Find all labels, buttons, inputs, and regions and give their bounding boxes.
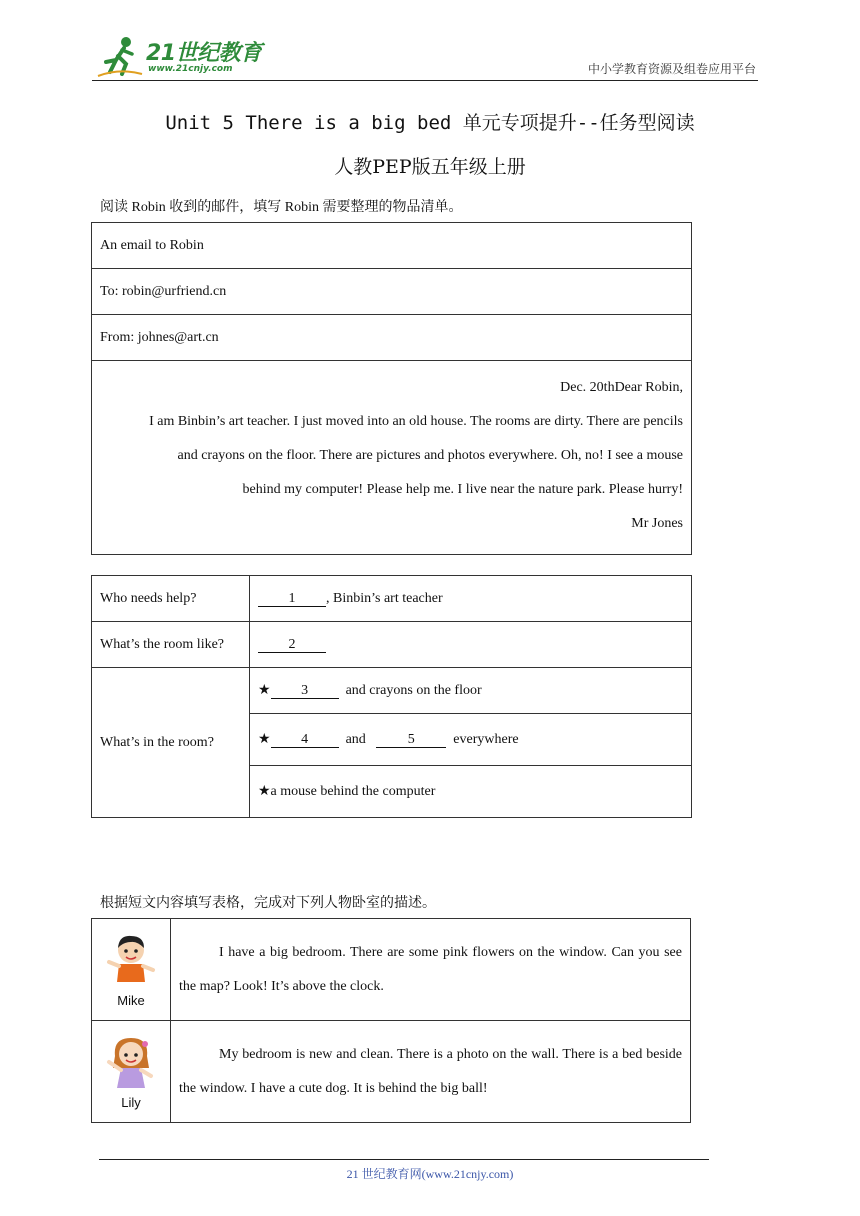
row3-text: and crayons on the floor [345, 683, 482, 698]
task-table [91, 575, 692, 818]
mike-paragraph: I have a big bedroom. There are some pink flowers on the window. Can you see the map? Look! It’s above the clock. [179, 944, 682, 994]
blank-1[interactable]: 1 [258, 591, 326, 607]
lily-text [171, 1021, 691, 1123]
footer-divider [99, 1159, 709, 1160]
email-body [92, 361, 692, 555]
logo-text: 21世纪教育 [146, 41, 262, 66]
email-body-line: Dec. 20thDear Robin, [560, 380, 683, 395]
question-in-room: What’s in the room? [92, 668, 250, 818]
email-body-line: behind my computer! Please help me. I live near the nature park. Please hurry! [242, 482, 683, 497]
answer-who [250, 576, 692, 622]
answer-who-text: , Binbin’s art teacher [326, 590, 443, 606]
page-title: Unit 5 There is a big bed 单元专项提升--任务型阅读 [165, 112, 695, 134]
star-icon: ★ [258, 731, 271, 747]
boy-avatar-icon [101, 932, 161, 994]
star-icon: ★ [258, 682, 271, 698]
lily-paragraph: My bedroom is new and clean. There is a photo on the wall. There is a bed beside the window. I have a cute dog. It is behind the big ball! [179, 1046, 682, 1096]
email-from: From: johnes@art.cn [92, 315, 692, 361]
girl-avatar-icon [101, 1034, 161, 1096]
page-subtitle: 人教PEP版五年级上册 [334, 156, 526, 178]
row4-text: everywhere [453, 732, 519, 747]
blank-3[interactable]: 3 [271, 683, 339, 699]
platform-name: 中小学教育资源及组卷应用平台 [587, 62, 756, 76]
bedroom-table [91, 918, 691, 1123]
lily-cell [92, 1021, 171, 1123]
blank-4[interactable]: 4 [271, 732, 339, 748]
lily-label: Lily [121, 1094, 141, 1110]
mike-cell [92, 919, 171, 1021]
runner-logo-icon [96, 34, 144, 78]
mike-text [171, 919, 691, 1021]
row4-and: and [345, 732, 366, 747]
blank-2[interactable]: 2 [258, 637, 326, 653]
mike-label: Mike [117, 992, 145, 1008]
answer-room-like [250, 622, 692, 668]
email-body-line: and crayons on the floor. There are pictures and photos everywhere. Oh, no! I see a mouse [177, 448, 683, 463]
page-header [92, 28, 758, 81]
answer-row-5: ★a mouse behind the computer [250, 766, 692, 818]
footer-link[interactable]: 21 世纪教育网(www.21cnjy.com) [346, 1167, 514, 1181]
section2-instruction: 根据短文内容填写表格，完成对下列人物卧室的描述。 [100, 896, 436, 911]
email-subject: An email to Robin [92, 223, 692, 269]
email-body-line: I am Binbin’s art teacher. I just moved into an old house. The rooms are dirty. There are pencils [149, 414, 683, 429]
email-table [91, 222, 692, 555]
email-signature: Mr Jones [631, 516, 683, 531]
section1-instruction: 阅读 Robin 收到的邮件，填写 Robin 需要整理的物品清单。 [100, 200, 463, 215]
question-who: Who needs help? [92, 576, 250, 622]
question-room-like: What’s the room like? [92, 622, 250, 668]
answer-row-4 [250, 714, 692, 766]
answer-row-3 [250, 668, 692, 714]
blank-5[interactable]: 5 [376, 732, 446, 748]
email-to: To: robin@urfriend.cn [92, 269, 692, 315]
logo-url: www.21cnjy.com [148, 64, 233, 74]
site-logo[interactable] [96, 34, 266, 78]
